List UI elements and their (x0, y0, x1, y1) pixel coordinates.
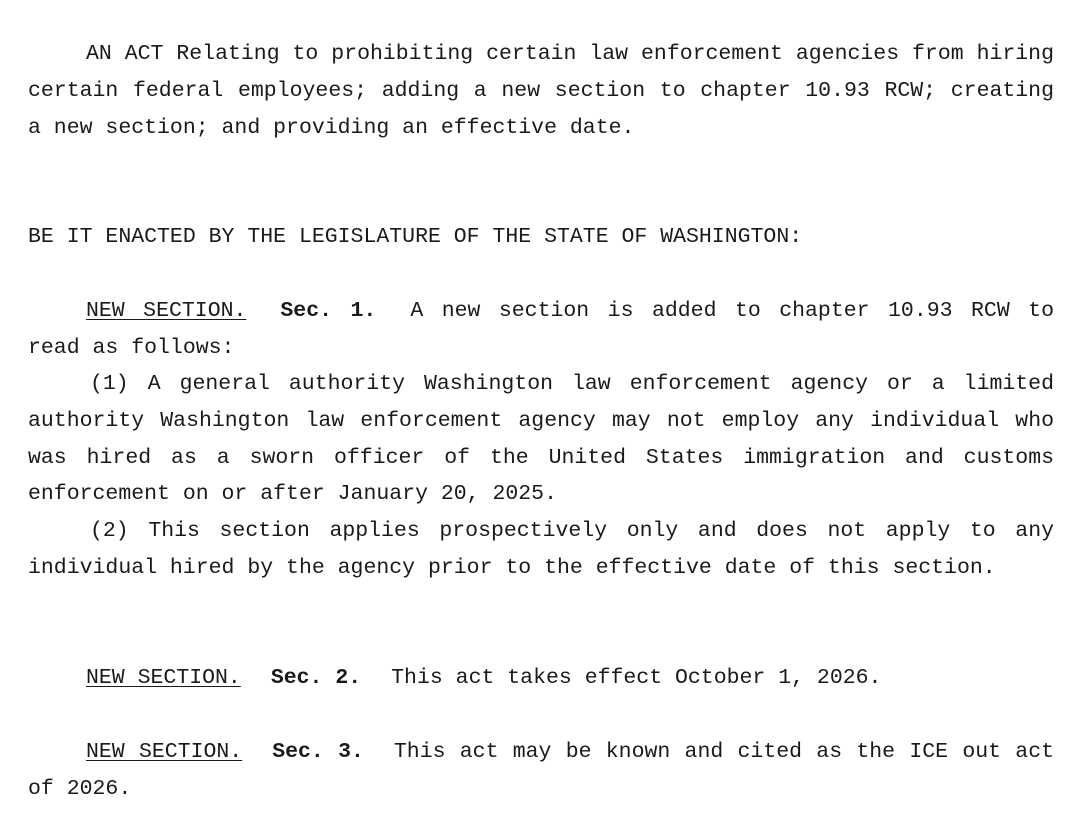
act-title-paragraph: AN ACT Relating to prohibiting certain law enforcement agencies from hiring certain federal employees; adding a new section to chapter 10.93 RCW; creating a new section; and providing an effective date. (28, 42, 1054, 140)
new-section-marker: NEW SECTION. (86, 740, 243, 764)
section-text: A new section is added to chapter 10.93 RCW to read as follows: (28, 299, 1054, 360)
subsection-2: (2) This section applies prospectively only and does not apply to any individual hired by the agency prior to the effective date of this section. (28, 519, 1054, 580)
section-text: This act may be known and cited as the ICE out act of 2026. (28, 740, 1055, 801)
subsection-1: (1) A general authority Washington law enforcement agency or a limited authority Washington law enforcement agency may not employ any individual who was hired as a sworn officer of the United States immigration and customs enforcement on or after January 20, 2025. (28, 372, 1054, 507)
section-3-paragraph (28, 734, 1054, 808)
section-number: Sec. 3. (272, 740, 364, 764)
section-number: Sec. 2. (270, 666, 362, 690)
section-1-heading-paragraph (28, 293, 1054, 367)
enacting-clause: BE IT ENACTED BY THE LEGISLATURE OF THE STATE OF WASHINGTON: (28, 225, 803, 249)
section-number: Sec. 1. (280, 299, 377, 323)
section-2-paragraph (28, 660, 1054, 697)
new-section-marker: NEW SECTION. (86, 299, 247, 323)
new-section-marker: NEW SECTION. (86, 666, 241, 690)
section-text: This act takes effect October 1, 2026. (391, 666, 882, 690)
